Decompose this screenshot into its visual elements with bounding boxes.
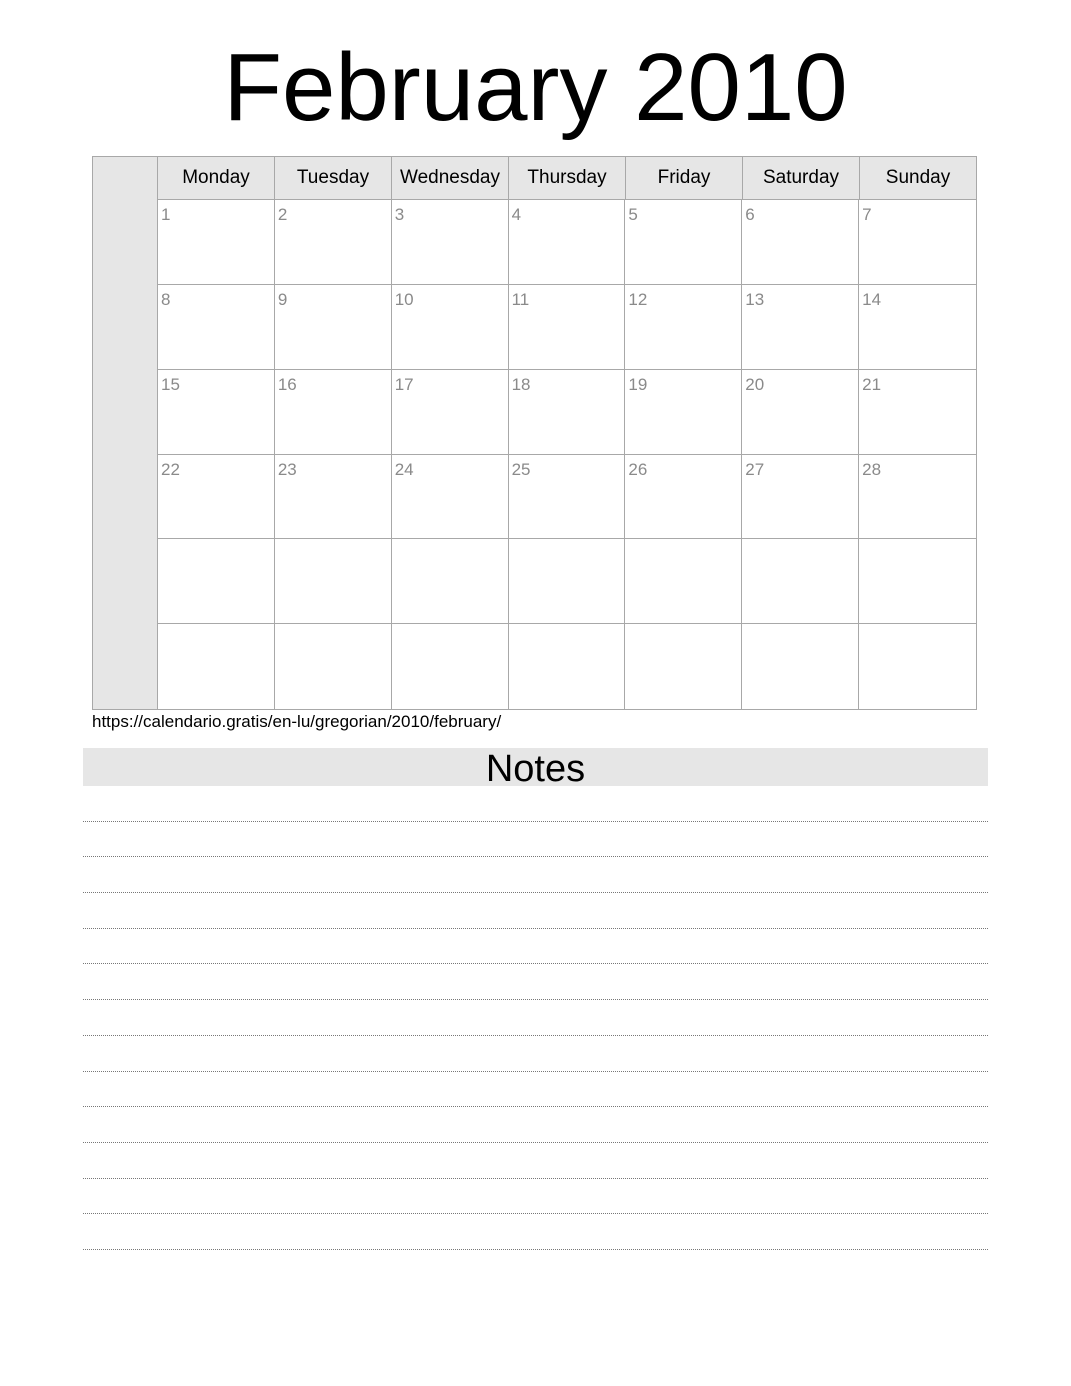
weekday-header: Monday xyxy=(158,157,275,199)
weekday-header: Sunday xyxy=(885,167,951,188)
day-cell xyxy=(509,539,626,624)
day-cell: 2 xyxy=(275,200,392,285)
day-cell: 13 xyxy=(742,285,859,370)
note-line xyxy=(83,1143,988,1179)
note-line xyxy=(83,1072,988,1108)
day-cell xyxy=(625,539,742,624)
calendar-grid xyxy=(92,156,977,710)
note-line xyxy=(83,822,988,858)
notes-heading: Notes xyxy=(83,748,988,786)
day-cell: 8 xyxy=(158,285,275,370)
day-cell: 22 xyxy=(158,455,275,540)
day-cell: 14 xyxy=(859,285,976,370)
note-line xyxy=(83,786,988,822)
page-title: February 2010 xyxy=(223,34,848,141)
note-line xyxy=(83,964,988,1000)
day-cell: 7 xyxy=(859,200,976,285)
day-cell xyxy=(509,624,626,709)
day-cell xyxy=(392,624,509,709)
day-cell: 10 xyxy=(392,285,509,370)
day-cell xyxy=(742,539,859,624)
weekday-header-row xyxy=(158,157,976,200)
note-line xyxy=(83,1179,988,1215)
day-cell: 17 xyxy=(392,370,509,455)
day-cell xyxy=(742,624,859,709)
weekday-header: Wednesday xyxy=(392,157,509,199)
day-cell: 21 xyxy=(859,370,976,455)
day-cell: 27 xyxy=(742,455,859,540)
day-cell: 9 xyxy=(275,285,392,370)
day-cell: 23 xyxy=(275,455,392,540)
day-cell: 1 xyxy=(158,200,275,285)
day-cell: 5 xyxy=(625,200,742,285)
day-cell: 15 xyxy=(158,370,275,455)
day-cell: 24 xyxy=(392,455,509,540)
note-line xyxy=(83,857,988,893)
note-line xyxy=(83,1214,988,1250)
day-cell: 12 xyxy=(625,285,742,370)
day-cell: 28 xyxy=(859,455,976,540)
day-cell: 11 xyxy=(509,285,626,370)
day-cell: 4 xyxy=(509,200,626,285)
day-cell: 3 xyxy=(392,200,509,285)
note-line xyxy=(83,1107,988,1143)
day-grid xyxy=(158,200,976,709)
day-cell: 25 xyxy=(509,455,626,540)
day-cell xyxy=(392,539,509,624)
day-cell: 6 xyxy=(742,200,859,285)
weekday-header: Saturday xyxy=(743,157,860,199)
notes-lines xyxy=(83,786,988,1250)
day-cell xyxy=(859,624,976,709)
day-cell xyxy=(275,624,392,709)
weekday-header: Tuesday xyxy=(275,157,392,199)
day-cell xyxy=(158,539,275,624)
day-cell: 26 xyxy=(625,455,742,540)
day-cell xyxy=(275,539,392,624)
day-cell: 19 xyxy=(625,370,742,455)
day-cell: 18 xyxy=(509,370,626,455)
day-cell xyxy=(158,624,275,709)
note-line xyxy=(83,1000,988,1036)
note-line xyxy=(83,929,988,965)
day-cell xyxy=(859,539,976,624)
day-cell: 16 xyxy=(275,370,392,455)
day-cell: 20 xyxy=(742,370,859,455)
day-cell xyxy=(625,624,742,709)
weekday-header: Friday xyxy=(626,157,743,199)
weekday-header: Thursday xyxy=(509,157,626,199)
note-line xyxy=(83,1036,988,1072)
week-number-column xyxy=(93,157,158,709)
source-url: https://calendario.gratis/en-lu/gregorian/2010/february/ xyxy=(92,712,502,731)
note-line xyxy=(83,893,988,929)
